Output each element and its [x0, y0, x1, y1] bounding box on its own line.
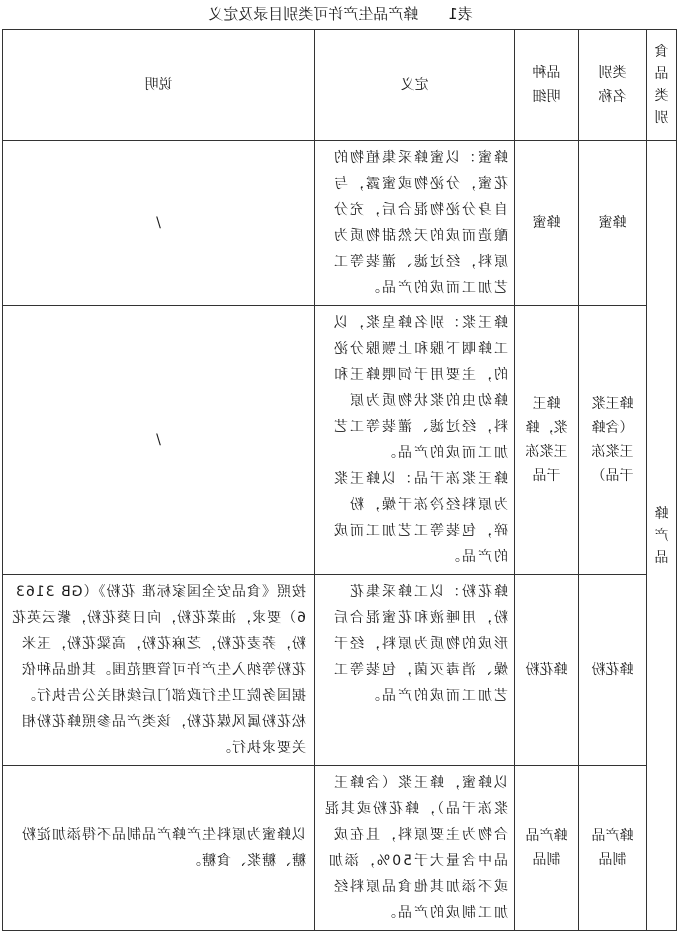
definition-cell — [315, 766, 515, 931]
definition-text: 蜂王浆冻干品：以蜂王浆为原料经冷冻干燥，粉碎，包装等工艺加工而成的产品。 — [332, 471, 508, 565]
header-variety: 品种明细 — [515, 30, 579, 141]
header-food-category: 食品类别 — [647, 30, 677, 141]
variety-cell: 蜂蜜 — [515, 141, 579, 306]
category-cell: 蜂产品 — [647, 141, 677, 931]
variety-cell: 蜂王浆，蜂王浆冻干品 — [515, 306, 579, 575]
class-name-cell: 蜂花粉 — [579, 575, 647, 766]
definition-cell — [315, 306, 515, 575]
class-name-cell: 蜂产品制品 — [579, 766, 647, 931]
license-category-table — [2, 29, 677, 931]
variety-cell: 蜂花粉 — [515, 575, 579, 766]
note-cell — [3, 766, 315, 931]
note-cell: / — [3, 141, 315, 306]
class-name-cell: 蜂王浆（含蜂王浆冻干品） — [579, 306, 647, 575]
note-cell — [3, 575, 315, 766]
table-caption: 表1 蜂产品生产许可类别目录及定义 — [208, 5, 473, 23]
header-definition: 定义 — [315, 30, 515, 141]
definition-cell — [315, 575, 515, 766]
definition-text: 蜂花粉：以工蜂采集花粉，用唾液和花蜜混合后形成的物质为原料，经干燥、消毒灭菌，包装等工艺加工而成的产品。 — [332, 584, 508, 704]
header-class-name: 类别名称 — [579, 30, 647, 141]
table-row — [3, 575, 677, 766]
definition-text: 蜂王浆：别名蜂皇浆，以工蜂咽下腺和上颚腺分泌的，主要用于饲喂蜂王和蜂幼虫的浆状物质为原料，经过滤、灌装等工艺加工而成的产品。 — [332, 315, 508, 461]
header-note: 说明 — [3, 30, 315, 141]
header-row — [3, 30, 677, 141]
note-text: 以蜂蜜为原料生产蜂产品制品不得添加淀粉糖、糖浆、食糖。 — [21, 827, 306, 869]
definition-text: 以蜂蜜，蜂王浆（含蜂王浆冻干品），蜂花粉或其混合物为主要原料，且在成品中含量大于50%，添加或不添加其他食品原料经加工制成的产品。 — [323, 775, 508, 921]
table-row — [3, 141, 677, 306]
variety-cell: 蜂产品制品 — [515, 766, 579, 931]
table-row — [3, 306, 677, 575]
class-name-cell: 蜂蜜 — [579, 141, 647, 306]
definition-text: 蜂蜜：以蜜蜂采集植物的花蜜，分泌物或蜜露，与自身分泌物混合后，充分酿造而成的天然甜物质为原料，经过滤、灌装等工艺加工而成的产品。 — [332, 150, 508, 296]
note-cell: / — [3, 306, 315, 575]
definition-cell — [315, 141, 515, 306]
note-text: 按照《食品安全国家标准 花粉》（GB 31636）要求，油菜花粉，向日葵花粉，紫云英花粉，荞麦花粉，芝麻花粉，高粱花粉，玉米花粉等纳入生产许可管理范围。其他品种依据国务院卫生行政部门后续相关公告执行。松花粉属风媒花粉，该类产品参照蜂花粉相关要求执行。 — [11, 584, 306, 756]
table-row — [3, 766, 677, 931]
